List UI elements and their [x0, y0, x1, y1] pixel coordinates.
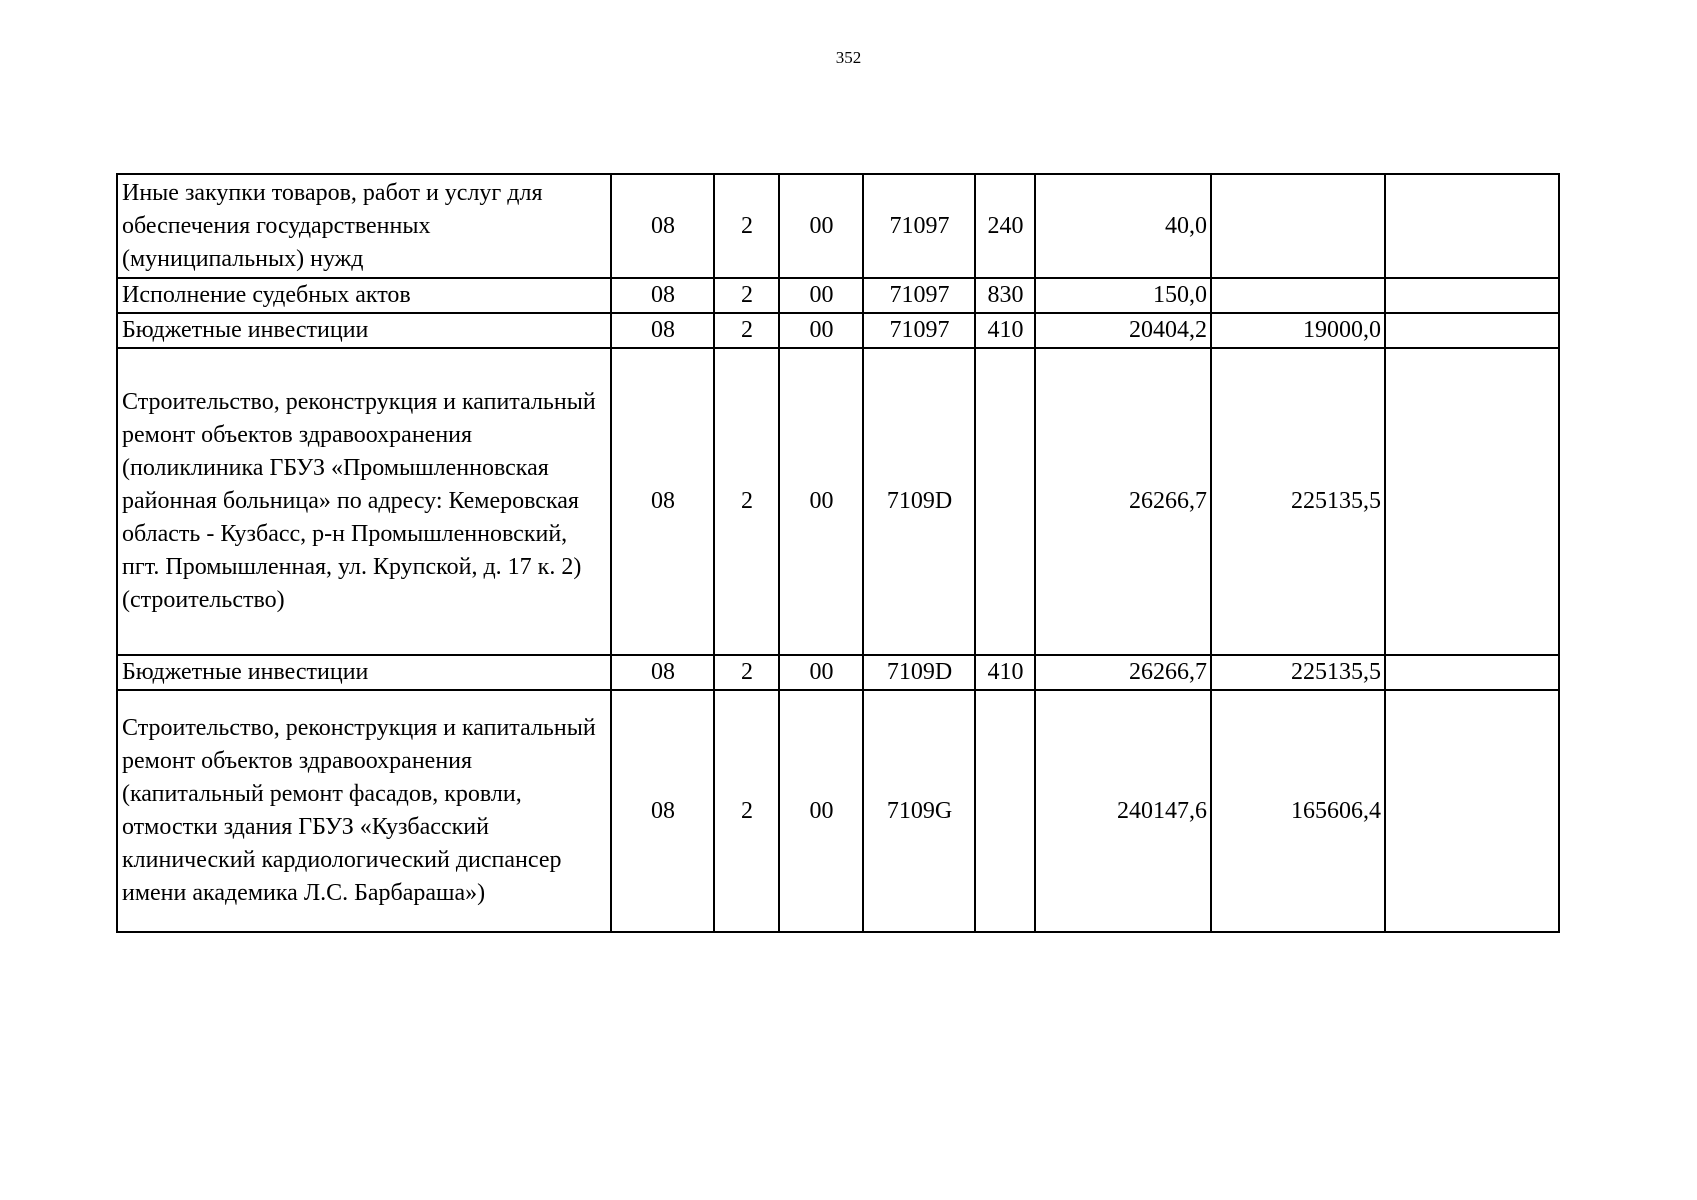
expense-type-cell: [975, 690, 1035, 932]
row-name: Исполнение судебных актов: [122, 282, 411, 308]
razdel-cell: 08: [611, 313, 714, 348]
razdel-cell: 08: [611, 174, 714, 278]
direction-cell: 7109G: [863, 690, 975, 932]
row-name: Бюджетные инвестиции: [122, 317, 369, 343]
sum-3-cell: [1385, 690, 1559, 932]
sum-3-cell: [1385, 278, 1559, 313]
direction-cell: 7109D: [863, 348, 975, 655]
sum-3-cell: [1385, 655, 1559, 690]
expense-type-cell: 410: [975, 655, 1035, 690]
program-cell: 2: [714, 690, 779, 932]
expense-type-cell: 410: [975, 313, 1035, 348]
program-cell: 2: [714, 174, 779, 278]
sum-1-cell: 20404,2: [1035, 313, 1211, 348]
subprogram-cell: 00: [779, 174, 863, 278]
page-number: 352: [835, 48, 862, 67]
program-cell: 2: [714, 348, 779, 655]
direction-cell: 71097: [863, 174, 975, 278]
razdel-cell: 08: [611, 278, 714, 313]
expense-type-cell: [975, 348, 1035, 655]
razdel-cell: 08: [611, 655, 714, 690]
direction-cell: 7109D: [863, 655, 975, 690]
direction-cell: 71097: [863, 278, 975, 313]
sum-1-cell: 240147,6: [1035, 690, 1211, 932]
subprogram-cell: 00: [779, 313, 863, 348]
program-cell: 2: [714, 313, 779, 348]
program-cell: 2: [714, 655, 779, 690]
row-name-cell: [117, 278, 611, 313]
sum-1-cell: 26266,7: [1035, 348, 1211, 655]
table-row: [117, 278, 1559, 313]
table-row: [117, 174, 1559, 278]
table-row: [117, 655, 1559, 690]
row-name-cell: [117, 174, 611, 278]
row-name: Бюджетные инвестиции: [122, 659, 369, 685]
subprogram-cell: 00: [779, 348, 863, 655]
table-row: [117, 348, 1559, 655]
sum-3-cell: [1385, 174, 1559, 278]
sum-1-cell: 26266,7: [1035, 655, 1211, 690]
row-name: Иные закупки товаров, работ и услуг для обеспечения государственных (муниципальных) нужд: [122, 179, 543, 272]
sum-3-cell: [1385, 348, 1559, 655]
sum-2-cell: 225135,5: [1211, 655, 1385, 690]
row-name-cell: [117, 348, 611, 655]
razdel-cell: 08: [611, 690, 714, 932]
sum-2-cell: 225135,5: [1211, 348, 1385, 655]
program-cell: 2: [714, 278, 779, 313]
sum-2-cell: [1211, 278, 1385, 313]
row-name-cell: [117, 655, 611, 690]
sum-2-cell: 19000,0: [1211, 313, 1385, 348]
direction-cell: 71097: [863, 313, 975, 348]
subprogram-cell: 00: [779, 278, 863, 313]
sum-1-cell: 40,0: [1035, 174, 1211, 278]
razdel-cell: 08: [611, 348, 714, 655]
subprogram-cell: 00: [779, 655, 863, 690]
row-name-cell: [117, 313, 611, 348]
sum-2-cell: 165606,4: [1211, 690, 1385, 932]
table-row: [117, 313, 1559, 348]
sum-3-cell: [1385, 313, 1559, 348]
expense-type-cell: 240: [975, 174, 1035, 278]
row-name: Строительство, реконструкция и капитальный ремонт объектов здравоохранения (поликлиника ГБУЗ «Промышленновская районная больница» по адресу: Кемеровская область - Кузбасс, р-н Промышленновский, пгт. Промышленная, ул. Крупской, д. 17 к. 2) (строительство): [122, 389, 596, 613]
table-row: [117, 690, 1559, 932]
sum-1-cell: 150,0: [1035, 278, 1211, 313]
row-name-cell: [117, 690, 611, 932]
expense-type-cell: 830: [975, 278, 1035, 313]
sum-2-cell: [1211, 174, 1385, 278]
subprogram-cell: 00: [779, 690, 863, 932]
budget-table: [116, 173, 1560, 933]
row-name: Строительство, реконструкция и капитальный ремонт объектов здравоохранения (капитальный ремонт фасадов, кровли, отмостки здания ГБУЗ «Кузбасский клинический кардиологический диспансер имени академика Л.С. Барбараша»): [122, 715, 596, 906]
